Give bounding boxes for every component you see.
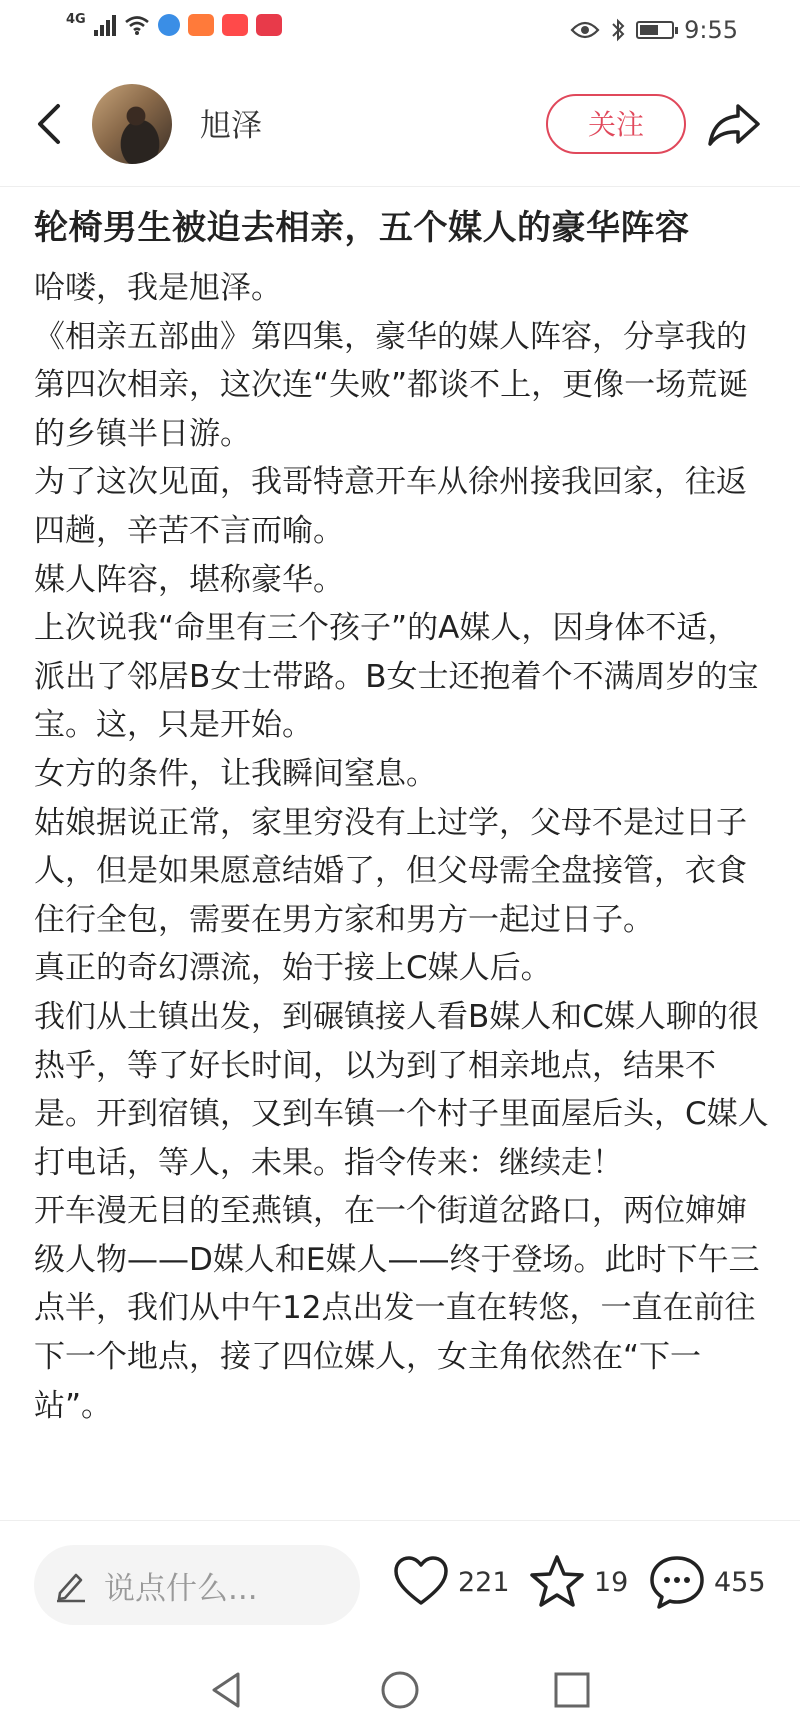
comment-count: 455 xyxy=(714,1566,766,1598)
follow-button[interactable]: 关注 xyxy=(546,94,686,154)
header xyxy=(0,62,800,187)
star-icon xyxy=(528,1553,586,1611)
system-nav-bar xyxy=(0,1650,800,1733)
favorite-count: 19 xyxy=(594,1566,629,1598)
article-paragraph: 开车漫无目的至燕镇，在一个街道岔路口，两位婶婶级人物——D媒人和E媒人——终于登场。此时下午三点半，我们从中午12点出发一直在转悠，一直在前往下一个地点，接了四位媒人，女主角依然在“下一站”。 xyxy=(34,1193,760,1424)
comment-placeholder: 说点什么... xyxy=(104,1571,258,1607)
nav-recent-icon[interactable] xyxy=(550,1668,594,1712)
article-paragraph: 姑娘据说正常，家里穷没有上过学，父母不是过日子人，但是如果愿意结婚了，但父母需全盘接管，衣食住行全包，需要在男方家和男方一起过日子。 xyxy=(34,804,747,938)
clock: 9:55 xyxy=(684,16,738,44)
article-paragraph: 女方的条件，让我瞬间窒息。 xyxy=(34,755,437,792)
battery-icon xyxy=(636,21,674,39)
author-name[interactable]: 旭泽 xyxy=(200,108,262,144)
network-type: 4G xyxy=(66,11,86,27)
article-paragraph: 真正的奇幻漂流，始于接上C媒人后。 xyxy=(34,950,552,987)
article-paragraph: 上次说我“命里有三个孩子”的A媒人，因身体不适，派出了邻居B女士带路。B女士还抱着个不满周岁的宝宝。这，只是开始。 xyxy=(34,610,759,744)
favorite-button[interactable] xyxy=(528,1553,628,1611)
nav-back-icon[interactable] xyxy=(206,1668,250,1712)
article-title: 轮椅男生被迫去相亲，五个媒人的豪华阵容 xyxy=(34,208,690,248)
like-count: 221 xyxy=(458,1566,510,1598)
article-body xyxy=(34,264,769,1520)
bluetooth-icon xyxy=(610,18,626,42)
avatar[interactable] xyxy=(92,84,172,164)
article-paragraph: 我们从土镇出发，到碾镇接人看B媒人和C媒人聊的很热乎，等了好长时间，以为到了相亲地点，结果不是。开到宿镇，又到车镇一个村子里面屋后头，C媒人打电话，等人，未果。指令传来：继续走！ xyxy=(34,998,769,1181)
back-icon[interactable] xyxy=(30,100,70,148)
article-paragraph: 《相亲五部曲》第四集，豪华的媒人阵容，分享我的第四次相亲，这次连“失败”都谈不上，更像一场荒诞的乡镇半日游。 xyxy=(34,318,749,452)
app-notification-icon xyxy=(256,14,282,36)
status-left xyxy=(66,11,282,36)
comment-input[interactable] xyxy=(34,1545,360,1625)
article-paragraph: 哈喽，我是旭泽。 xyxy=(34,270,282,306)
app-notification-icon xyxy=(188,14,214,36)
bottom-action-bar xyxy=(0,1520,800,1651)
status-bar xyxy=(0,0,800,62)
eye-icon xyxy=(570,20,600,40)
article-paragraph: 为了这次见面，我哥特意开车从徐州接我回家，往返四趟，辛苦不言而喻。 xyxy=(34,464,747,549)
like-button[interactable] xyxy=(392,1553,510,1611)
status-right xyxy=(570,16,738,44)
nav-home-icon[interactable] xyxy=(378,1668,422,1712)
pen-icon xyxy=(54,1567,88,1603)
comment-button[interactable] xyxy=(648,1553,766,1611)
share-icon[interactable] xyxy=(706,96,762,152)
comment-bubble-icon xyxy=(648,1553,706,1611)
article-paragraph: 媒人阵容，堪称豪华。 xyxy=(34,561,344,598)
heart-icon xyxy=(392,1553,450,1611)
signal-icon xyxy=(94,14,116,36)
app-notification-icon xyxy=(222,14,248,36)
wifi-icon xyxy=(124,14,150,36)
app-notification-icon xyxy=(158,14,180,36)
